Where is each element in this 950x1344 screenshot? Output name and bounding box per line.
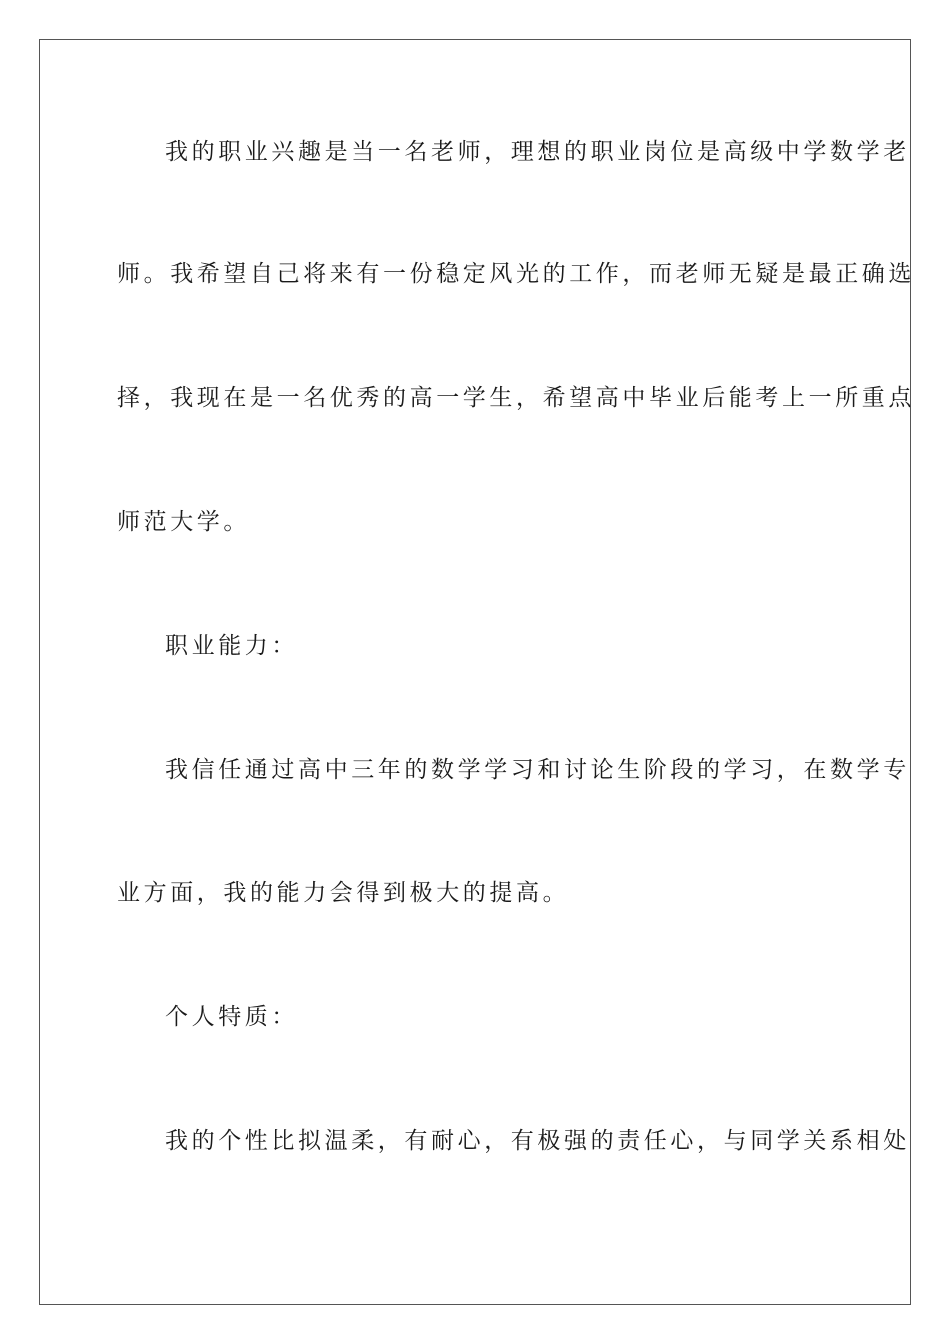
paragraph-line-6: 我信任通过高中三年的数学学习和讨论生阶段的学习，在数学专 [165,757,910,783]
paragraph-line-3: 择，我现在是一名优秀的高一学生，希望高中毕业后能考上一所重点 [117,385,915,411]
paragraph-line-4: 师范大学。 [117,509,250,535]
paragraph-line-9: 我的个性比拟温柔，有耐心，有极强的责任心，与同学关系相处 [165,1128,910,1154]
paragraph-line-1: 我的职业兴趣是当一名老师，理想的职业岗位是高级中学数学老 [165,139,910,165]
section-heading-traits: 个人特质： [165,1004,298,1030]
paragraph-line-7: 业方面，我的能力会得到极大的提高。 [117,880,570,906]
page-border [39,39,915,1305]
paragraph-line-2: 师。我希望自己将来有一份稳定风光的工作，而老师无疑是最正确选 [117,261,915,287]
section-heading-ability: 职业能力： [165,633,298,659]
